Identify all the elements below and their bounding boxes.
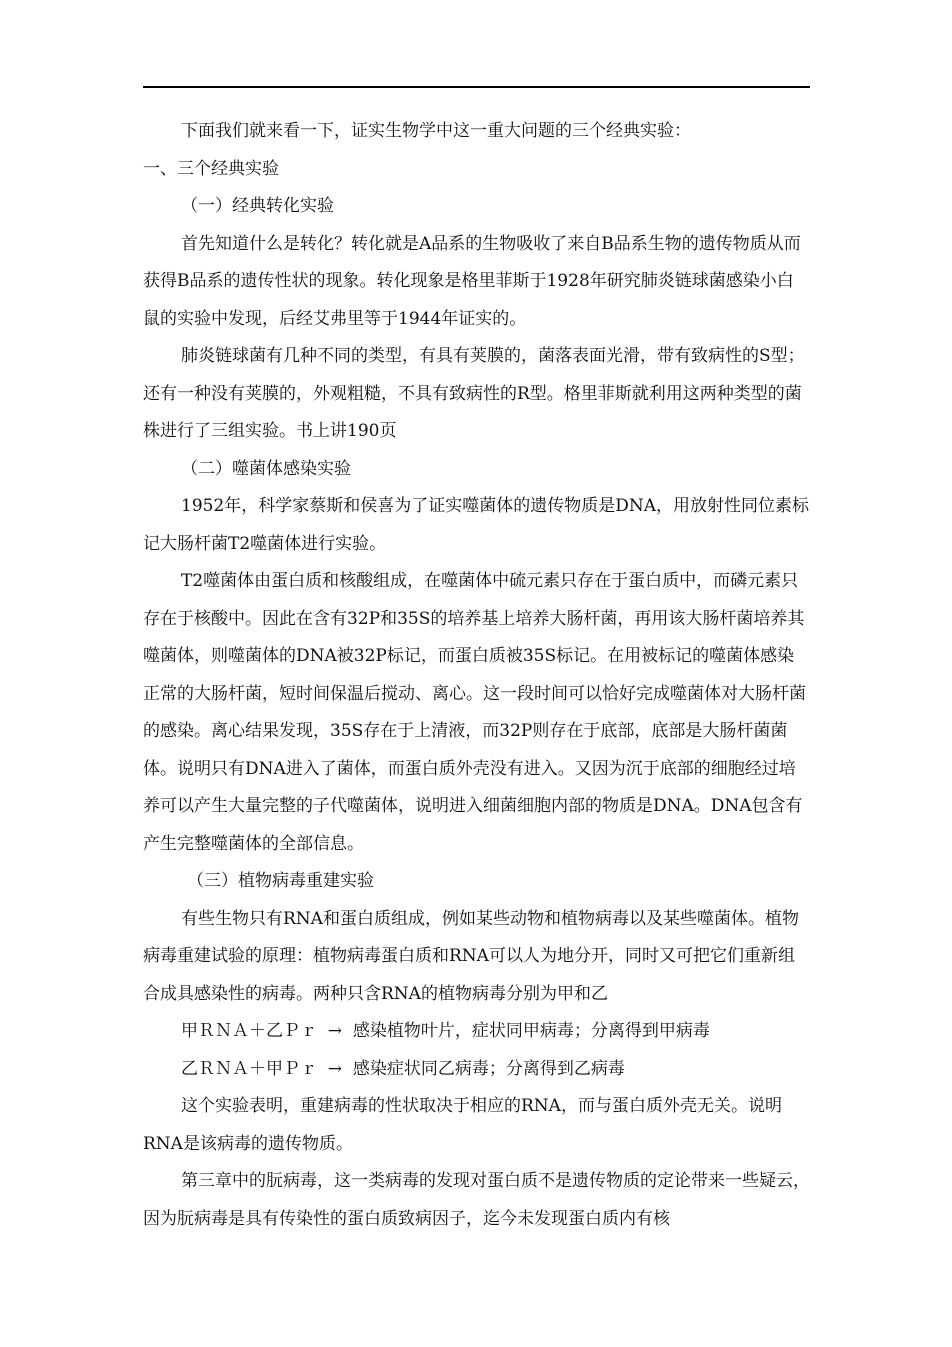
section-heading: 一、三个经典实验: [143, 158, 279, 179]
subsection-heading-2: （二）噬菌体感染实验: [181, 458, 351, 479]
subsection-heading-1: （一）经典转化实验: [181, 196, 334, 216]
equation-line: 甲ＲＮＡ＋乙Ｐｒ → 感染植物叶片，症状同甲病毒；分离得到甲病毒: [181, 1021, 710, 1041]
intro-paragraph: 下面我们就来看一下，证实生物学中这一重大问题的三个经典实验：: [181, 121, 691, 141]
body-paragraph: 第三章中的朊病毒，这一类病毒的发现对蛋白质不是遗传物质的定论带来一些疑云，因为朊病毒是具有传染性的蛋白质致病因子，迄今未发现蛋白质内有核: [143, 1171, 810, 1229]
body-paragraph: 1952年，科学家蔡斯和侯喜为了证实噬菌体的遗传物质是DNA，用放射性同位素标记大肠杆菌T2噬菌体进行实验。: [143, 496, 810, 554]
body-paragraph: 这个实验表明，重建病毒的性状取决于相应的RNA，而与蛋白质外壳无关。说明RNA是该病毒的遗传物质。: [143, 1096, 782, 1154]
body-paragraph: 首先知道什么是转化？转化就是A品系的生物吸收了来自B品系生物的遗传物质从而获得B品系的遗传性状的现象。转化现象是格里菲斯于1928年研究肺炎链球菌感染小白鼠的实验中发现，后经艾弗里等于1944年证实的。: [143, 233, 801, 329]
header-rule: [143, 86, 810, 88]
body-paragraph: 肺炎链球菌有几种不同的类型，有具有荚膜的，菌落表面光滑，带有致病性的S型；还有一种没有荚膜的，外观粗糙，不具有致病性的R型。格里菲斯就利用这两种类型的菌株进行了三组实验。书上讲190页: [143, 346, 805, 441]
body-paragraph: T2噬菌体由蛋白质和核酸组成，在噬菌体中硫元素只存在于蛋白质中，而磷元素只存在于核酸中。因此在含有32P和35S的培养基上培养大肠杆菌，再用该大肠杆菌培养其噬菌体，则噬菌体的DNA被32P标记，而蛋白质被35S标记。在用被标记的噬菌体感染正常的大肠杆菌，短时间保温后搅动、离心。这一段时间可以恰好完成噬菌体对大肠杆菌的感染。离心结果发现，35S存在于上清液，而32P则存在于底部，底部是大肠杆菌菌体。说明只有DNA进入了菌体，而蛋白质外壳没有进入。又因为沉于底部的细胞经过培养可以产生大量完整的子代噬菌体，说明进入细菌细胞内部的物质是DNA。DNA包含有产生完整噬菌体的全部信息。: [143, 571, 806, 854]
body-paragraph: 有些生物只有RNA和蛋白质组成，例如某些动物和植物病毒以及某些噬菌体。植物病毒重建试验的原理：植物病毒蛋白质和RNA可以人为地分开，同时又可把它们重新组合成具感染性的病毒。两种只含RNA的植物病毒分别为甲和乙: [143, 908, 799, 1004]
document-body: [143, 113, 810, 1238]
equation-line: 乙ＲＮＡ＋甲Ｐｒ → 感染症状同乙病毒；分离得到乙病毒: [181, 1058, 625, 1079]
subsection-heading-3: （三）植物病毒重建实验: [187, 871, 374, 891]
